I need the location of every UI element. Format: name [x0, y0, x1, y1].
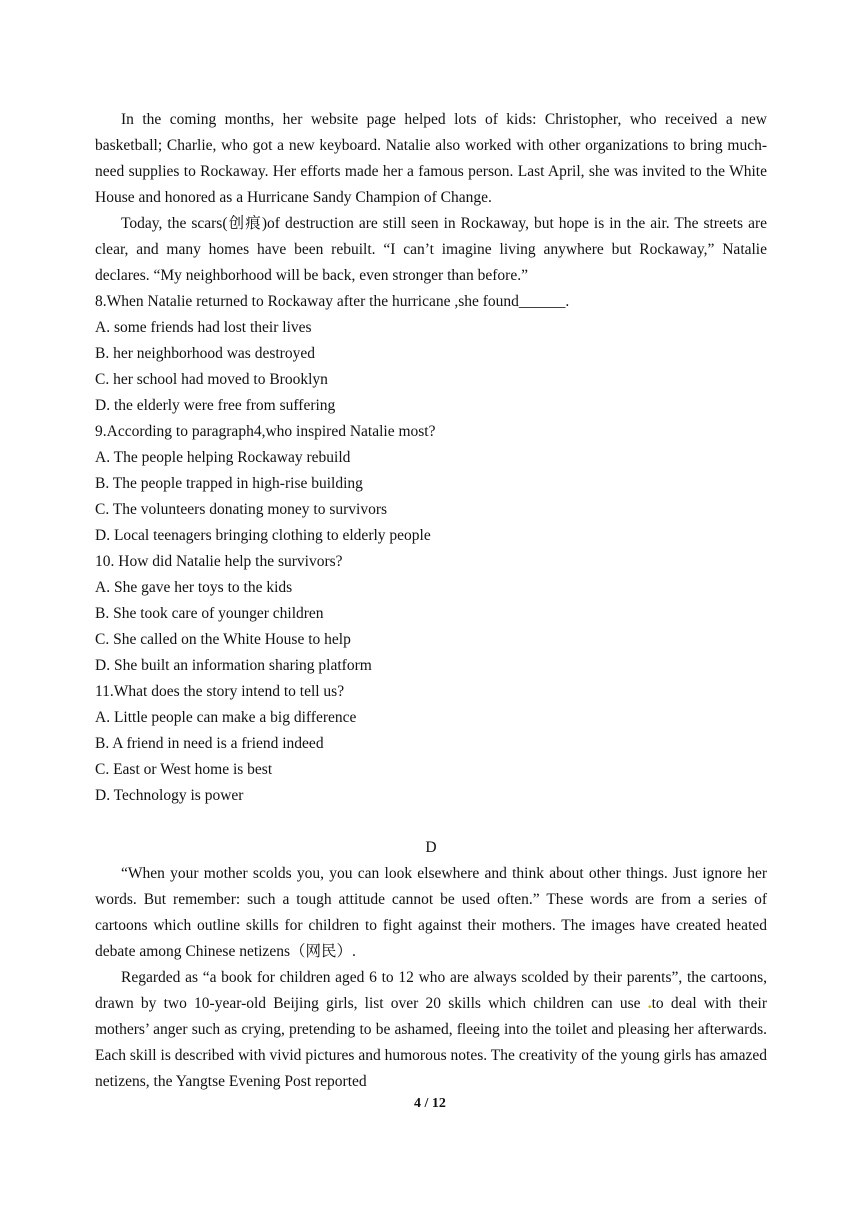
question-stem: 8.When Natalie returned to Rockaway after the hurricane ,she found______. — [95, 293, 570, 310]
passage-c-paragraph-2: Today, the scars(创痕)of destruction are still seen in Rockaway, but hope is in the air. The streets are clear, and many homes have been rebuilt. “I can’t imagine living anywhere but Rockaway,” Natalie declares. “My neighborhood will be back, even stronger than before.” — [95, 215, 767, 284]
question-10 — [95, 549, 767, 679]
emphasis-dot: . — [647, 995, 652, 1012]
question-option: D. Local teenagers bringing clothing to elderly people — [95, 527, 431, 544]
question-option: B. The people trapped in high-rise building — [95, 475, 363, 492]
question-option: A. some friends had lost their lives — [95, 319, 312, 336]
passage-d-heading: D — [425, 839, 437, 856]
question-option: C. her school had moved to Brooklyn — [95, 371, 328, 388]
passage-d-paragraph-2 — [95, 965, 767, 1095]
question-stem: 11.What does the story intend to tell us? — [95, 683, 345, 700]
question-option: D. Technology is power — [95, 787, 244, 804]
question-option: A. Little people can make a big difference — [95, 709, 357, 726]
document-page — [95, 107, 767, 1095]
question-8 — [95, 289, 767, 419]
question-option: A. The people helping Rockaway rebuild — [95, 449, 351, 466]
question-option: D. the elderly were free from suffering — [95, 397, 336, 414]
question-option: C. The volunteers donating money to survivors — [95, 501, 388, 518]
question-option: A. She gave her toys to the kids — [95, 579, 293, 596]
section-gap — [95, 809, 767, 835]
paragraph-text: Regarded as “a book for children aged 6 to 12 who are always scolded by their parents”, the cartoons, drawn by two 10-year-old Beijing girls, list over 20 skills which children can use — [95, 969, 767, 1012]
question-option: B. She took care of younger children — [95, 605, 324, 622]
question-option: B. her neighborhood was destroyed — [95, 345, 315, 362]
question-option: B. A friend in need is a friend indeed — [95, 735, 324, 752]
paragraph-text: to deal with their mothers’ anger such as crying, pretending to be ashamed, fleeing into the toilet and pleasing her afterwards. Each skill is described with vivid pictures and humorous notes. The creativity of the young girls has amazed netizens, the Yangtse Evening Post reported — [95, 995, 767, 1090]
question-9 — [95, 419, 767, 549]
question-option: C. East or West home is best — [95, 761, 273, 778]
passage-d-paragraph-1: “When your mother scolds you, you can look elsewhere and think about other things. Just ignore her words. But remember: such a tough attitude cannot be used often.” These words are from a series of cartoons which outline skills for children to fight against their mothers. The images have created heated debate among Chinese netizens（网民）. — [95, 865, 767, 960]
question-stem: 10. How did Natalie help the survivors? — [95, 553, 343, 570]
question-11 — [95, 679, 767, 809]
question-option: C. She called on the White House to help — [95, 631, 351, 648]
page-number: 4 / 12 — [414, 1096, 446, 1111]
question-option: D. She built an information sharing platform — [95, 657, 372, 674]
question-stem: 9.According to paragraph4,who inspired Natalie most? — [95, 423, 436, 440]
passage-c-paragraph-1: In the coming months, her website page helped lots of kids: Christopher, who received a new basketball; Charlie, who got a new keyboard. Natalie also worked with other organizations to bring much-need supplies to Rockaway. Her efforts made her a famous person. Last April, she was invited to the White House and honored as a Hurricane Sandy Champion of Change. — [95, 111, 767, 206]
